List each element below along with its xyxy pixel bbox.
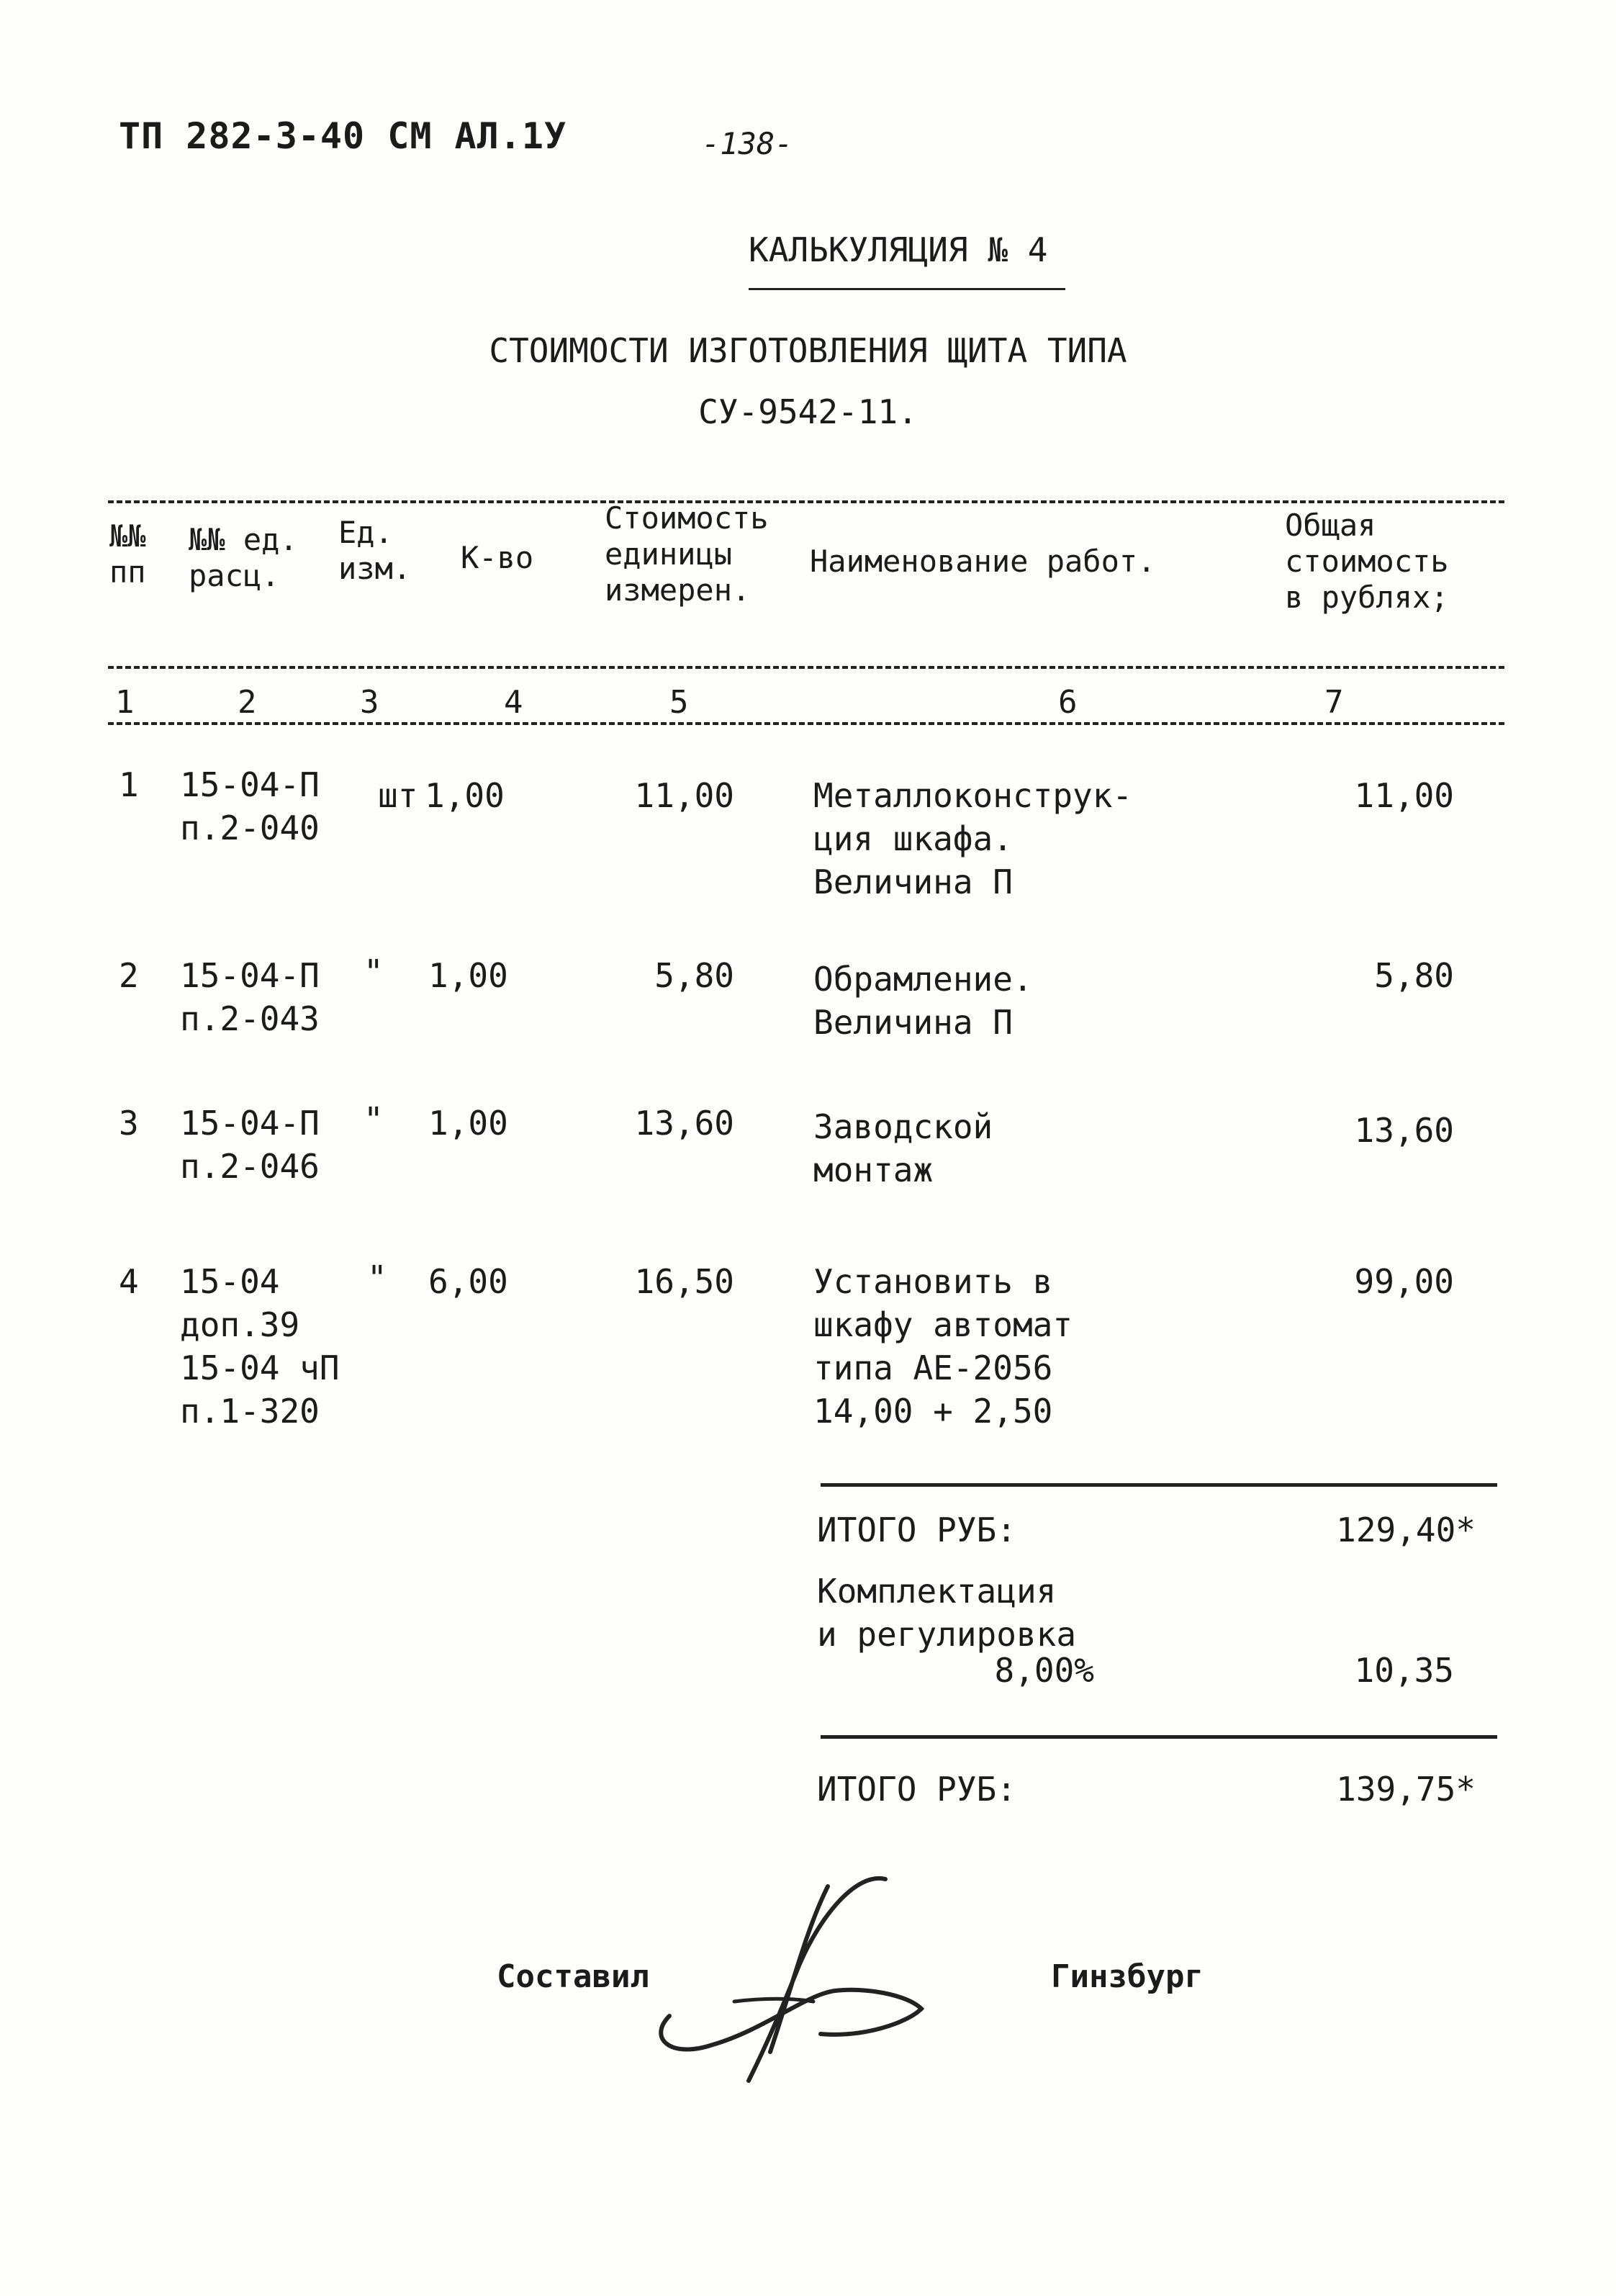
column-number-rule <box>108 722 1504 725</box>
row-2-quantity: 1,00 <box>428 956 508 995</box>
row-2-total: 5,80 <box>1374 956 1454 995</box>
row-3-number: 3 <box>119 1104 139 1143</box>
row-3-rate-code: 15-04-П п.2-046 <box>180 1104 320 1186</box>
row-3-total: 13,60 <box>1354 1111 1454 1150</box>
row-1-total: 11,00 <box>1354 776 1454 815</box>
header-col-5: Стоимость единицы измерен. <box>605 500 769 608</box>
row-1-work-name: Металлоконструк- ция шкафа. Величина П <box>813 776 1133 901</box>
header-col-1: №№ пп <box>109 518 146 590</box>
column-number: 1 <box>115 684 135 721</box>
grand-total-rule <box>821 1735 1497 1739</box>
calculation-subject: СТОИМОСТИ ИЗГОТОВЛЕНИЯ ЩИТА ТИПА <box>489 331 1127 370</box>
row-4-total: 99,00 <box>1354 1262 1454 1301</box>
compiled-by-label: Составил <box>497 1958 649 1995</box>
subtotal-rule <box>821 1483 1497 1487</box>
header-top-rule <box>108 500 1504 503</box>
handwritten-signature <box>648 1872 950 2117</box>
page-number: -138- <box>702 126 793 161</box>
row-3-work-name: Заводской монтаж <box>813 1107 993 1189</box>
row-2-rate-code: 15-04-П п.2-043 <box>180 956 320 1038</box>
panel-type: СУ-9542-11. <box>698 392 918 431</box>
row-1-quantity: 1,00 <box>425 776 505 815</box>
row-4-number: 4 <box>119 1262 139 1301</box>
title-underline <box>749 288 1065 290</box>
header-col-2: №№ ед. расц. <box>189 522 298 593</box>
compiler-name: Гинзбург <box>1051 1958 1204 1995</box>
extra-charge-value: 10,35 <box>1354 1651 1454 1690</box>
row-4-rate-code: 15-04 доп.39 15-04 чП п.1-320 <box>180 1262 340 1431</box>
row-2-unit: " <box>364 953 384 991</box>
header-col-3: Ед. изм. <box>338 515 412 586</box>
column-number: 5 <box>669 684 689 721</box>
subtotal-label: ИТОГО РУБ: <box>817 1511 1016 1549</box>
header-col-4: К-во <box>461 540 534 575</box>
row-2-number: 2 <box>119 956 139 995</box>
row-4-unit-price: 16,50 <box>634 1262 734 1301</box>
row-1-unit-price: 11,00 <box>634 776 734 815</box>
row-4-unit: " <box>367 1259 387 1297</box>
row-1-unit: шт <box>378 776 418 815</box>
column-number: 6 <box>1058 684 1078 721</box>
row-1-rate-code: 15-04-П п.2-040 <box>180 765 320 847</box>
grand-total-label: ИТОГО РУБ: <box>817 1770 1016 1809</box>
extra-charge-percent: 8,00% <box>994 1651 1094 1690</box>
header-col-7: Общая стоимость в рублях; <box>1285 508 1449 615</box>
header-col-6: Наименование работ. <box>810 544 1156 579</box>
column-number: 2 <box>238 684 257 721</box>
subtotal-value: 129,40* <box>1336 1511 1476 1549</box>
row-3-unit-price: 13,60 <box>634 1104 734 1143</box>
document-code: ТП 282-3-40 СМ АЛ.1У <box>119 115 567 157</box>
row-2-work-name: Обрамление. Величина П <box>813 960 1033 1042</box>
row-4-work-name: Установить в шкафу автомат типа АЕ-2056 14,00 + 2,50 <box>813 1262 1073 1431</box>
row-4-quantity: 6,00 <box>428 1262 508 1301</box>
row-3-quantity: 1,00 <box>428 1104 508 1143</box>
row-3-unit: " <box>364 1100 384 1139</box>
column-number: 3 <box>360 684 379 721</box>
row-2-unit-price: 5,80 <box>654 956 734 995</box>
row-1-number: 1 <box>119 765 139 804</box>
calculation-title: КАЛЬКУЛЯЦИЯ № 4 <box>749 230 1048 269</box>
header-bottom-rule <box>108 666 1504 669</box>
extra-charge-label: Комплектация и регулировка <box>817 1572 1077 1654</box>
grand-total-value: 139,75* <box>1336 1770 1476 1809</box>
column-number: 7 <box>1324 684 1344 721</box>
column-number: 4 <box>504 684 523 721</box>
